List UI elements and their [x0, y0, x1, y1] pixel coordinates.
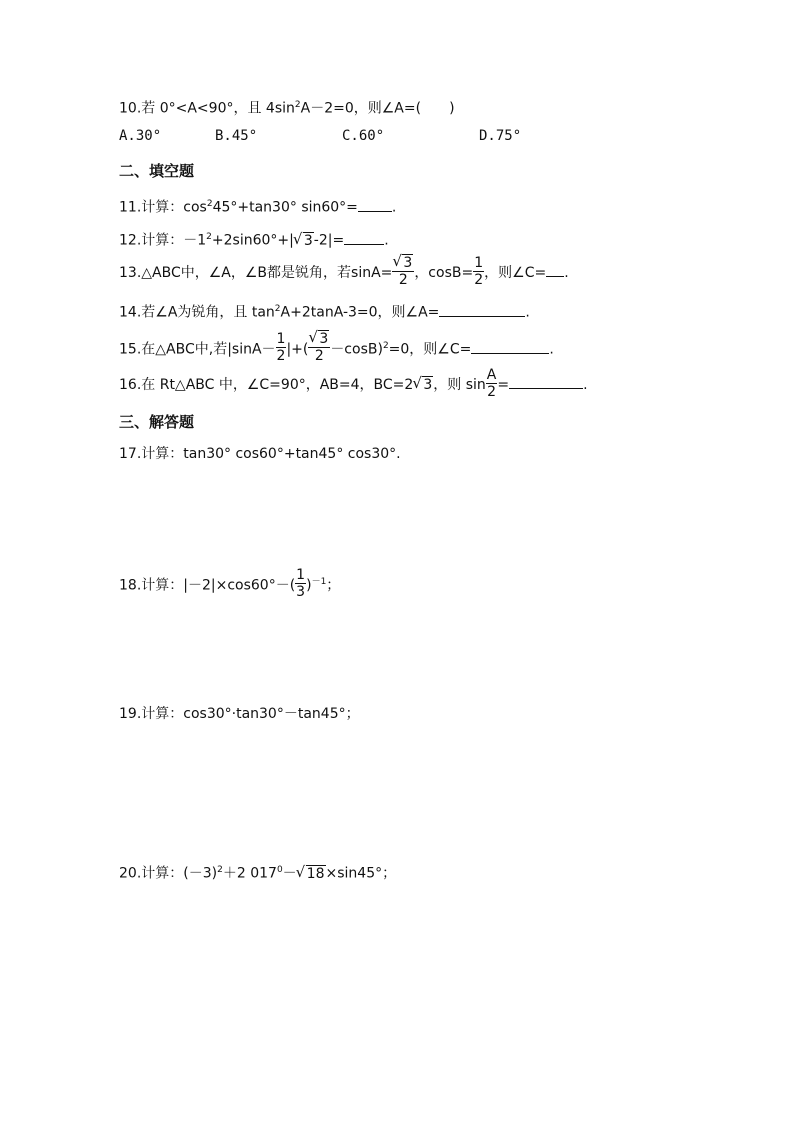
q16-text: 16.在 Rt△ABC 中，∠C=90°，AB=4，BC=2 — [119, 377, 414, 393]
q14-answer-blank[interactable] — [439, 303, 525, 317]
q13-answer-blank[interactable] — [546, 263, 564, 277]
q12-radicand: 3 — [303, 232, 313, 249]
q13-sqrt — [393, 255, 413, 271]
q16-fraction-a-over-2 — [486, 367, 498, 400]
q16-radicand: 3 — [423, 377, 433, 393]
q13-text-end: ，则∠C= — [484, 265, 547, 281]
q12-period: . — [384, 232, 389, 249]
q12-sqrt — [294, 232, 314, 250]
q16-sqrt — [413, 368, 433, 402]
q13-fraction-half — [473, 255, 484, 288]
q12-answer-blank[interactable] — [344, 231, 384, 245]
q13-text: 13.△ABC中，∠A，∠B都是锐角，若sinA= — [119, 265, 393, 281]
section-heading-fill-in: 二、填空题 — [119, 162, 195, 180]
q18-paren: ) — [306, 577, 312, 594]
q13-text-mid: ，cosB= — [414, 265, 474, 281]
q13-denominator-2: 2 — [474, 271, 484, 288]
q15-radicand: 3 — [319, 331, 329, 348]
question-17: 17.计算：tan30° cos60°+tan45° cos30°. — [119, 446, 401, 462]
question-20 — [119, 861, 396, 883]
question-14 — [119, 300, 530, 322]
q18-numerator: 1 — [296, 567, 306, 584]
q15-denominator-2: 2 — [314, 348, 324, 365]
q15-fraction-half — [276, 331, 287, 364]
q15-text-mid: |+( — [286, 341, 309, 358]
q15-period: . — [549, 341, 554, 358]
q10-option-d: D.75° — [479, 128, 522, 144]
question-18 — [119, 565, 340, 603]
q20-superscript-2: 0 — [276, 865, 283, 875]
q11-superscript: 2 — [206, 199, 213, 209]
q16-period: . — [583, 377, 588, 393]
q15-answer-blank[interactable] — [471, 340, 549, 354]
q16-text-end: = — [497, 377, 510, 393]
q12-text-end: -2|= — [313, 232, 345, 249]
q10-stem: 10.若 0°<A<90°，且 4sin — [119, 100, 295, 117]
q12-text-mid: +2sin60°+| — [211, 232, 294, 249]
question-12 — [119, 228, 389, 250]
q15-text: 15.在△ABC中,若|sinA－ — [119, 341, 276, 358]
q13-period: . — [564, 265, 569, 281]
q10-option-a: A.30° — [119, 128, 162, 144]
q16-denominator: 2 — [487, 383, 497, 400]
q11-period: . — [391, 199, 397, 216]
question-19: 19.计算：cos30°·tan30°－tan45°； — [119, 706, 360, 722]
q15-text-end: =0，则∠C= — [388, 341, 472, 358]
q20-minus: － — [282, 865, 297, 882]
q14-text-end: A+2tanA-3=0，则∠A= — [280, 304, 440, 321]
q20-radicand: 18 — [306, 865, 325, 882]
q20-text-mid: ＋2 017 — [222, 865, 277, 882]
q13-numerator-2: 1 — [474, 254, 484, 271]
q15-superscript: 2 — [382, 341, 389, 351]
q20-sqrt — [297, 865, 326, 883]
q13-fraction-sqrt3-over-2 — [392, 255, 414, 288]
q14-text: 14.若∠A为锐角，且 tan — [119, 304, 275, 321]
q15-numerator-1: 1 — [276, 331, 286, 348]
question-10 — [119, 96, 455, 118]
q13-radicand: 3 — [403, 254, 413, 271]
section-heading-solutions: 三、解答题 — [119, 413, 195, 431]
q16-text-mid: ，则 sin — [433, 377, 486, 393]
q16-answer-blank[interactable] — [509, 375, 583, 389]
q10-option-b: B.45° — [215, 128, 258, 144]
q20-superscript-1: 2 — [217, 865, 223, 875]
q20-text-end: ×sin45°； — [325, 865, 397, 882]
q10-stem-end: A－2=0，则∠A=( ) — [300, 100, 455, 117]
question-15 — [119, 329, 554, 367]
q15-text-mid2: －cosB) — [330, 341, 383, 358]
question-11 — [119, 195, 396, 217]
q16-numerator: A — [486, 366, 497, 383]
q11-text-end: 45°+tan30° sin60°= — [212, 199, 358, 216]
q14-superscript: 2 — [274, 304, 281, 314]
q18-exponent: －1 — [311, 577, 327, 587]
q15-fraction-sqrt3-over-2 — [308, 331, 330, 364]
q11-text: 11.计算：cos — [119, 199, 207, 216]
q10-option-c: C.60° — [342, 128, 385, 144]
q20-text: 20.计算：(－3) — [119, 865, 218, 882]
q12-text: 12.计算：－1 — [119, 232, 207, 249]
question-16 — [119, 368, 588, 402]
q15-denominator-1: 2 — [276, 348, 286, 365]
q12-superscript: 2 — [206, 232, 212, 242]
q18-fraction-third — [295, 567, 306, 600]
q14-period: . — [525, 304, 530, 321]
q18-text: 18.计算：|－2|×cos60°－( — [119, 577, 296, 594]
q10-superscript: 2 — [294, 100, 301, 110]
q18-denominator: 3 — [296, 584, 306, 601]
q13-denominator-1: 2 — [398, 271, 408, 288]
q18-text-end: ； — [326, 577, 341, 594]
q15-sqrt — [309, 331, 329, 347]
q11-answer-blank[interactable] — [358, 198, 392, 212]
question-13 — [119, 256, 569, 290]
